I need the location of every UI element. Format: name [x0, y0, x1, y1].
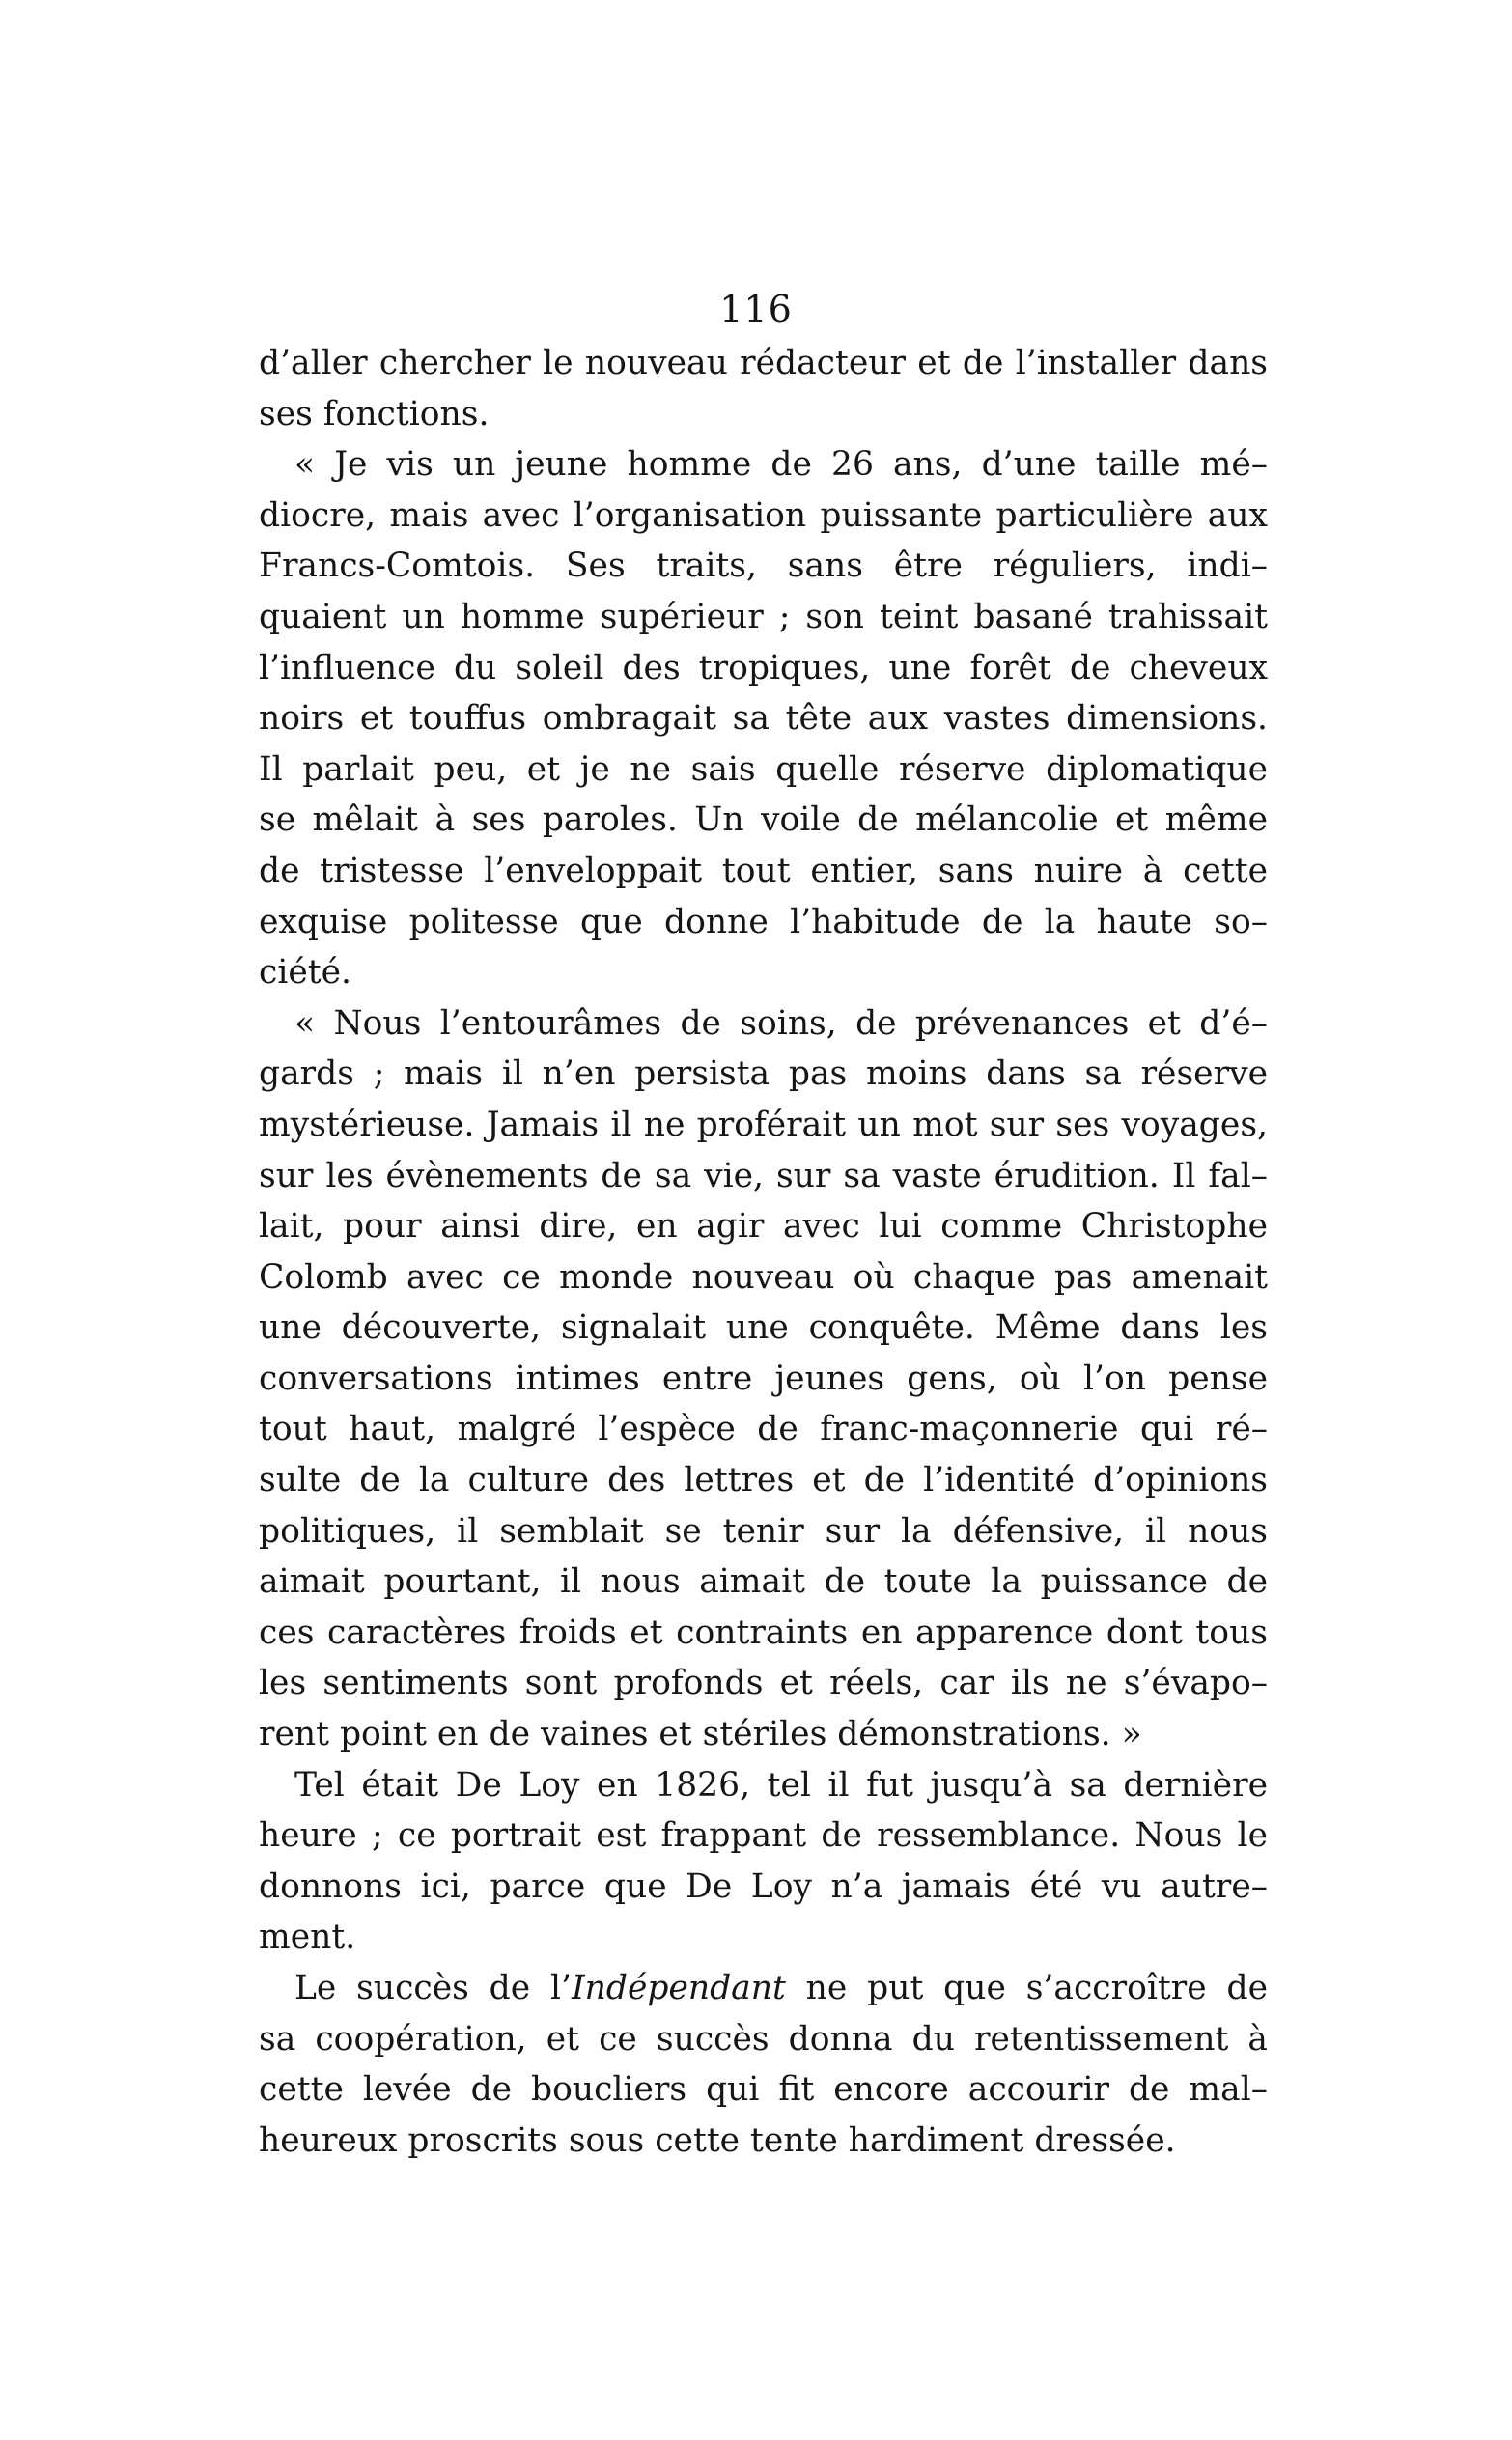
text-line: tout haut, malgré l’espèce de franc-maçonnerie qui ré– — [259, 1410, 1268, 1449]
paragraph-4 — [259, 1760, 1268, 1963]
body-text — [259, 338, 1268, 2166]
text-line: politiques, il semblait se tenir sur la défensive, il nous — [259, 1511, 1268, 1551]
text-line: de tristesse l’enveloppait tout entier, sans nuire à cette — [259, 851, 1268, 890]
text-line: Il parlait peu, et je ne sais quelle réserve diplomatique — [259, 749, 1268, 789]
text-fragment: Le succès de l’ — [294, 1969, 573, 2007]
text-line: diocre, mais avec l’organisation puissante particulière aux — [259, 495, 1268, 535]
paragraph-3 — [259, 998, 1268, 1760]
text-line: les sentiments sont profonds et réels, car ils ne s’évapo– — [259, 1664, 1268, 1703]
text-fragment: ne put que s’accroître de — [785, 1969, 1268, 2007]
text-line: ses fonctions. — [259, 394, 490, 434]
newspaper-title: Indépendant — [572, 1969, 786, 2007]
text-line: une découverte, signalait une conquête. Même dans les — [259, 1308, 1268, 1348]
text-line: « Nous l’entourâmes de soins, de prévenances et d’é– — [294, 1003, 1268, 1043]
text-line: ment. — [259, 1918, 356, 1957]
text-line: donnons ici, parce que De Loy n’a jamais été vu autre– — [259, 1866, 1268, 1906]
text-line: mystérieuse. Jamais il ne proférait un mot sur ses voyages, — [259, 1105, 1268, 1144]
text-line: Tel était De Loy en 1826, tel il fut jusqu’à sa dernière — [294, 1765, 1268, 1805]
text-line: se mêlait à ses paroles. Un voile de mélancolie et même — [259, 800, 1268, 840]
text-line: l’influence du soleil des tropiques, une forêt de cheveux — [259, 648, 1268, 687]
text-line: Francs-Comtois. Ses traits, sans être réguliers, indi– — [259, 547, 1268, 586]
text-line: sulte de la culture des lettres et de l’identité d’opinions — [259, 1461, 1268, 1500]
text-line: quaient un homme supérieur ; son teint basané trahissait — [259, 597, 1268, 636]
text-line: Colomb avec ce monde nouveau où chaque pas amenait — [259, 1257, 1268, 1297]
text-line: cette levée de boucliers qui fit encore accourir de mal– — [259, 2070, 1268, 2110]
text-line: heure ; ce portrait est frappant de ressemblance. Nous le — [259, 1816, 1268, 1856]
text-line: lait, pour ainsi dire, en agir avec lui comme Christophe — [259, 1207, 1268, 1247]
text-line: sa coopération, et ce succès donna du retentissement à — [259, 2019, 1268, 2059]
paragraph-2 — [259, 439, 1268, 998]
paragraph-1 — [259, 338, 1268, 439]
text-line: heureux proscrits sous cette tente hardiment dressée. — [259, 2120, 1176, 2160]
text-line-with-italic — [259, 1963, 1268, 2014]
page-number: 116 — [719, 288, 793, 330]
text-line: « Je vis un jeune homme de 26 ans, d’une taille mé– — [294, 445, 1268, 485]
text-line: gards ; mais il n’en persista pas moins dans sa réserve — [259, 1054, 1268, 1094]
text-line: ciété. — [259, 953, 352, 993]
text-line: exquise politesse que donne l’habitude de la haute so– — [259, 902, 1268, 941]
text-line: ces caractères froids et contraints en apparence dont tous — [259, 1613, 1268, 1652]
paragraph-5 — [259, 1963, 1268, 2166]
text-line: noirs et touffus ombragait sa tête aux vastes dimensions. — [259, 699, 1268, 739]
text-line: conversations intimes entre jeunes gens, où l’on pense — [259, 1359, 1268, 1398]
text-line: d’aller chercher le nouveau rédacteur et de l’installer dans — [259, 344, 1268, 382]
text-line: rent point en de vaines et stériles démonstrations. » — [259, 1715, 1142, 1754]
text-line: aimait pourtant, il nous aimait de toute la puissance de — [259, 1562, 1268, 1602]
text-line: sur les évènements de sa vie, sur sa vaste érudition. Il fal– — [259, 1156, 1268, 1195]
